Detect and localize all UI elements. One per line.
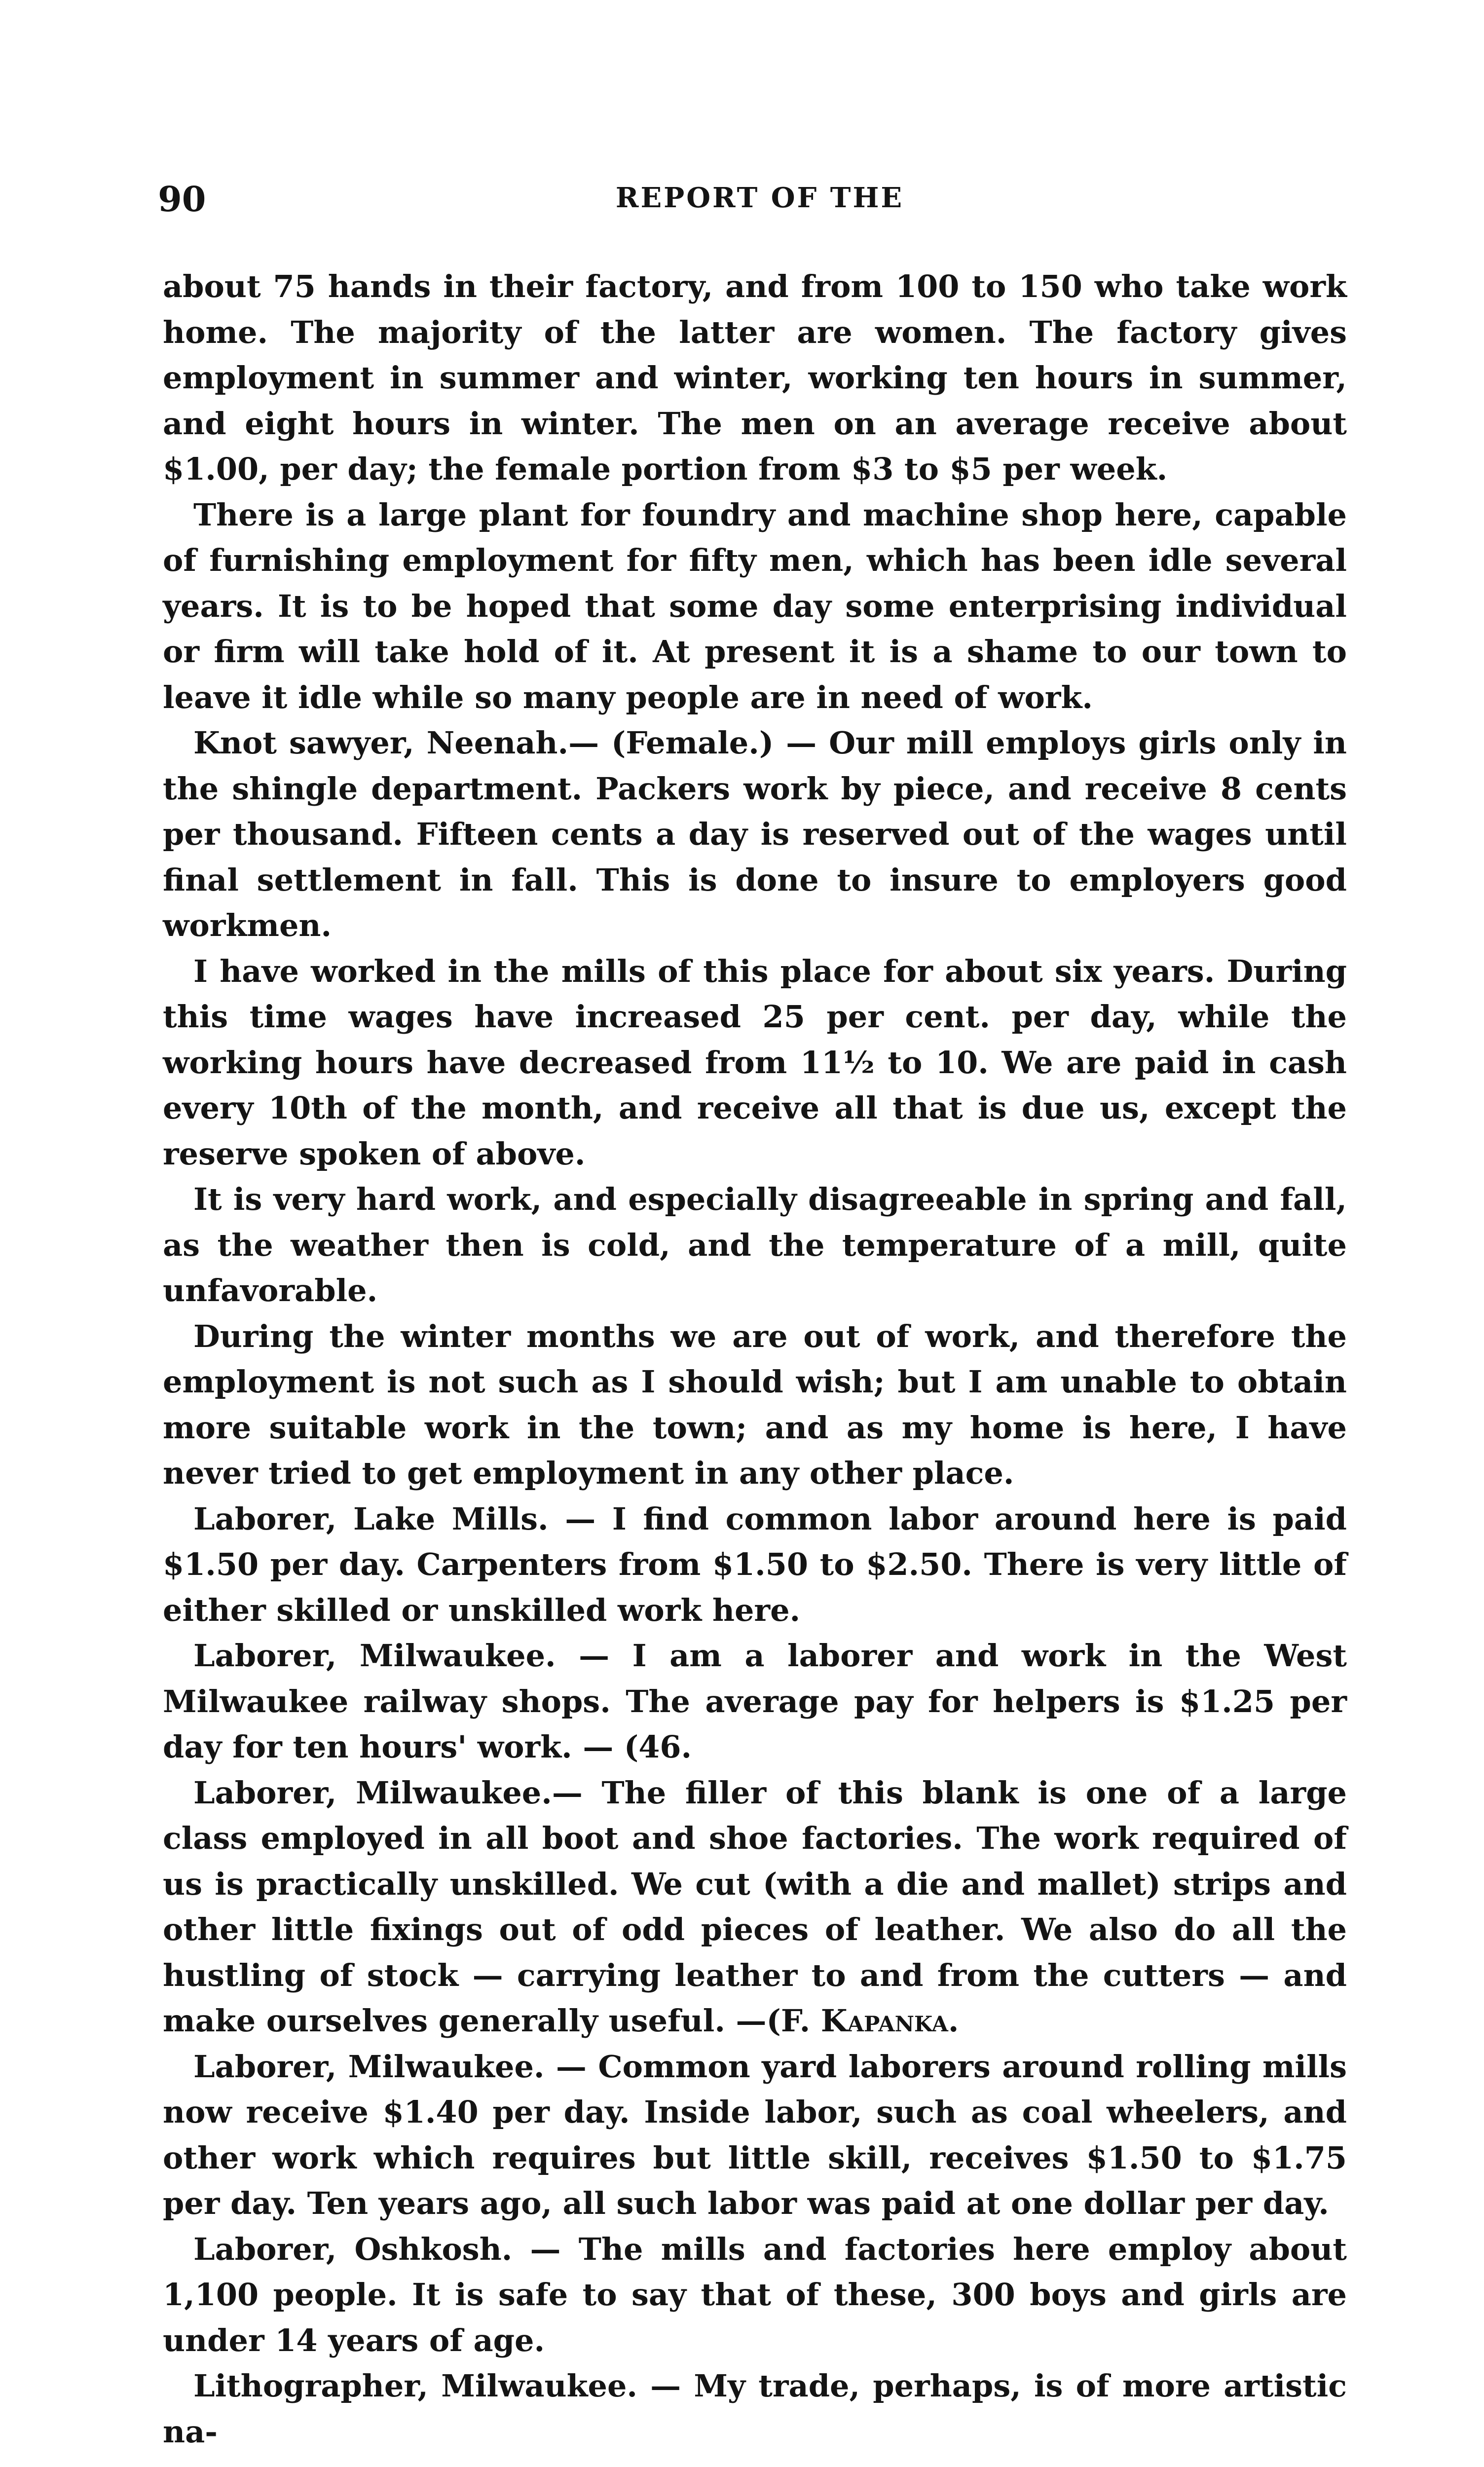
- page-header: [158, 179, 1362, 223]
- paragraph-continuation: about 75 hands in their factory, and from 100 to 150 who take work home. The majority of the latter are women. The factory gives employment in summer and winter, working ten hours in summer, and eight hours in winter. The men on an average receive about $1.00, per day; the female portion from $3 to $5 per week.: [163, 268, 1347, 487]
- paragraph-foundry-plant: There is a large plant for foundry and machine shop here, capable of furnishing employment for fifty men, which has been idle several years. It is to be hoped that some day some enterprising individual or firm will take hold of it. At present it is a shame to our town to leave it idle while so many people are in need of work.: [163, 496, 1347, 715]
- paragraph-laborer-oshkosh: Laborer, Oshkosh. — The mills and factories here employ about 1,100 people. It is safe to say that of these, 300 boys and girls are under 14 years of age.: [163, 2231, 1347, 2358]
- signature-name: Kapanka.: [820, 2003, 959, 2039]
- paragraph-laborer-milwaukee-shoe: [163, 1770, 1347, 2044]
- paragraph-knot-sawyer-neenah: Knot sawyer, Neenah.— (Female.) — Our mill employs girls only in the shingle department. Packers work by piece, and receive 8 cents per thousand. Fifteen cents a day is reserved out of the wages until final settlement in fall. This is done to insure to employers good workmen.: [163, 725, 1347, 943]
- paragraph-mill-wages: I have worked in the mills of this place for about six years. During this time wages have increased 25 per cent. per day, while the working hours have decreased from 11½ to 10. We are paid in cash every 10th of the month, and receive all that is due us, except the reserve spoken of above.: [163, 953, 1347, 1172]
- paragraph-winter-months: During the winter months we are out of work, and therefore the employment is not such as I should wish; but I am unable to obtain more suitable work in the town; and as my home is here, I have never tried to get employment in any other place.: [163, 1318, 1347, 1491]
- page-number: 90: [158, 179, 206, 220]
- paragraph-laborer-milwaukee-railway: Laborer, Milwaukee. — I am a laborer and work in the West Milwaukee railway shops. The average pay for helpers is $1.25 per day for ten hours' work. — (46.: [163, 1638, 1347, 1765]
- paragraph-hard-work: It is very hard work, and especially disagreeable in spring and fall, as the weather then is cold, and the temperature of a mill, quite unfavorable.: [163, 1181, 1347, 1308]
- paragraph-laborer-lake-mills: Laborer, Lake Mills. — I find common labor around here is paid $1.50 per day. Carpenters from $1.50 to $2.50. There is very little of either skilled or unskilled work here.: [163, 1500, 1347, 1628]
- running-title: REPORT OF THE: [615, 182, 904, 214]
- paragraph-laborer-milwaukee-rolling-mills: Laborer, Milwaukee. — Common yard laborers around rolling mills now receive $1.40 per day. Inside labor, such as coal wheelers, and other work which requires but little skill, receives $1.50 to $1.75 per day. Ten years ago, all such labor was paid at one dollar per day.: [163, 2048, 1347, 2221]
- paragraph-lithographer-milwaukee: Lithographer, Milwaukee. — My trade, perhaps, is of more artistic na-: [163, 2368, 1347, 2450]
- body-text: [163, 264, 1347, 2455]
- paragraph-text: Laborer, Milwaukee.— The filler of this blank is one of a large class employed in all boot and shoe factories. The work required of us is practically unskilled. We cut (with a die and mallet) strips and other little fixings out of odd pieces of leather. We also do all the hustling of stock — carrying leather to and from the cutters — and make ourselves generally useful. —(F.: [163, 1774, 1347, 2039]
